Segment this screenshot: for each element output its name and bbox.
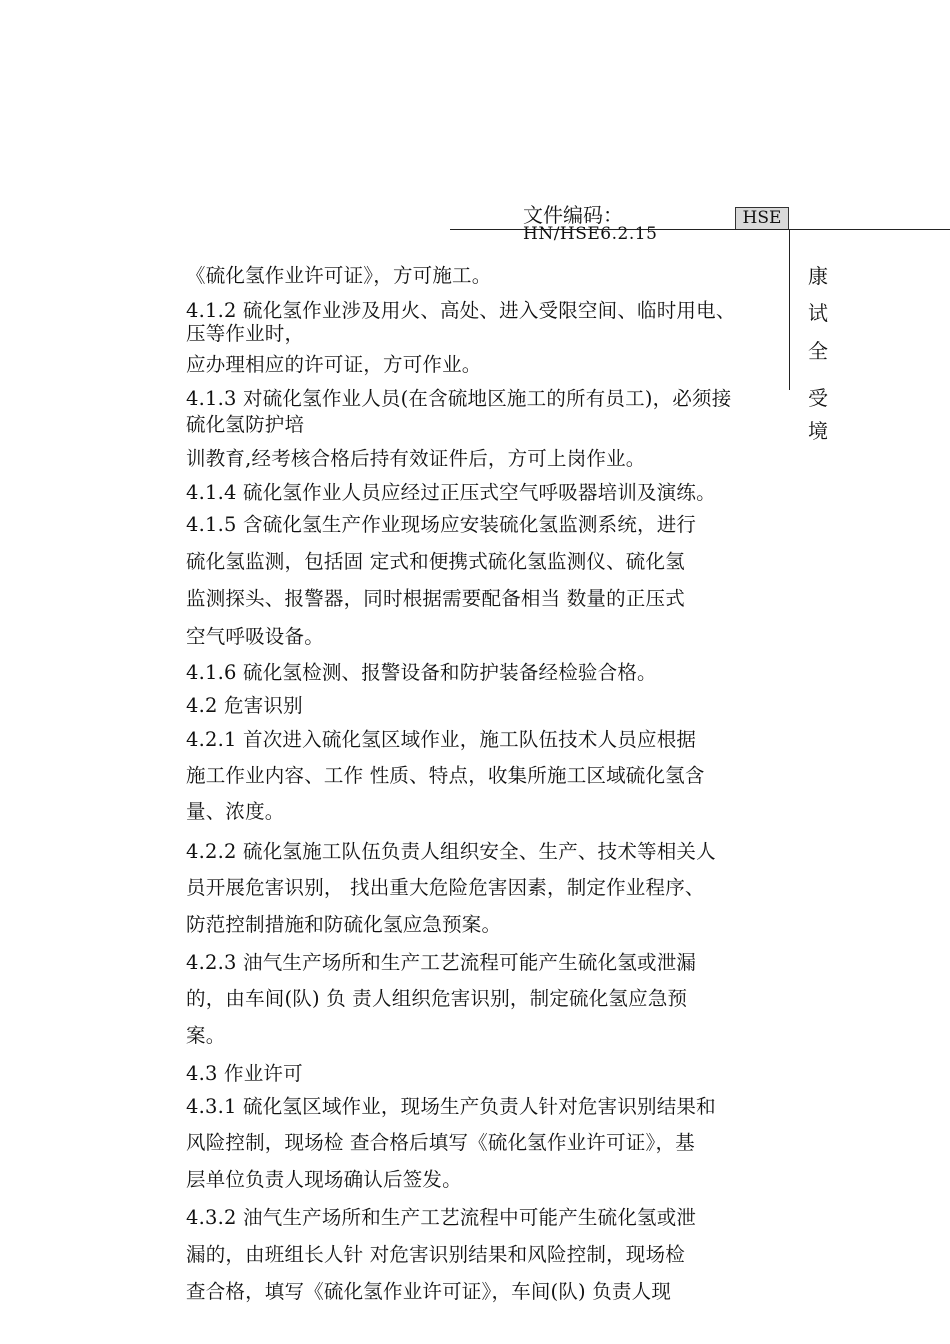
body-line: 漏的，由班组长人针 对危害识别结果和风险控制，现场检 <box>186 1243 685 1266</box>
body-line: 4.2 危害识别 <box>186 694 303 717</box>
body-line: 训教育,经考核合格后持有效证件后，方可上岗作业。 <box>186 447 646 470</box>
side-char: 试 <box>808 301 828 325</box>
body-line: 硫化氢监测，包括固 定式和便携式硫化氢监测仪、硫化氢 <box>186 550 685 573</box>
body-line: 压等作业时， <box>186 322 305 345</box>
body-line: 施工作业内容、工作 性质、特点，收集所施工区域硫化氢含 <box>186 764 705 787</box>
body-line: 风险控制，现场检 查合格后填写《硫化氢作业许可证》，基 <box>186 1131 695 1154</box>
body-line: 查合格，填写《硫化氢作业许可证》，车间(队) 负责人现 <box>186 1280 672 1303</box>
body-line: 的，由车间(队) 负 责人组织危害识别，制定硫化氢应急预 <box>186 987 688 1010</box>
header-rule <box>450 229 950 230</box>
body-line: 案。 <box>186 1024 226 1047</box>
body-line: 应办理相应的许可证，方可作业。 <box>186 353 482 376</box>
body-line: 监测探头、报警器，同时根据需要配备相当 数量的正压式 <box>186 587 685 610</box>
body-line: 4.1.3 对硫化氢作业人员(在含硫地区施工的所有员工)，必须接 <box>186 387 732 410</box>
body-line: 员开展危害识别， 找出重大危险危害因素，制定作业程序、 <box>186 876 705 899</box>
document-code: HN/HSE6.2.15 <box>523 224 658 244</box>
body-line: 4.3 作业许可 <box>186 1062 303 1085</box>
side-char: 全 <box>808 339 828 363</box>
body-line: 4.1.6 硫化氢检测、报警设备和防护装备经检验合格。 <box>186 661 657 684</box>
header-label: 文件编码： <box>523 203 623 227</box>
body-line: 4.1.5 含硫化氢生产作业现场应安装硫化氢监测系统，进行 <box>186 513 697 536</box>
side-char: 受 <box>808 386 828 410</box>
side-char: 康 <box>808 264 828 288</box>
body-line: 量、浓度。 <box>186 800 285 823</box>
body-line: 4.1.2 硫化氢作业涉及用火、高处、进入受限空间、临时用电、 <box>186 299 736 322</box>
body-line: 防范控制措施和防硫化氢应急预案。 <box>186 913 502 936</box>
hse-box: HSE <box>735 207 789 230</box>
body-line: 《硫化氢作业许可证》，方可施工。 <box>186 264 492 287</box>
body-line: 层单位负责人现场确认后签发。 <box>186 1168 462 1191</box>
body-line: 4.2.1 首次进入硫化氢区域作业，施工队伍技术人员应根据 <box>186 728 697 751</box>
body-line: 4.1.4 硫化氢作业人员应经过正压式空气呼吸器培训及演练。 <box>186 481 716 504</box>
body-line: 空气呼吸设备。 <box>186 625 324 648</box>
vertical-rule <box>789 229 790 390</box>
side-char: 境 <box>808 419 828 443</box>
body-line: 4.3.1 硫化氢区域作业，现场生产负责人针对危害识别结果和 <box>186 1095 716 1118</box>
body-line: 4.3.2 油气生产场所和生产工艺流程中可能产生硫化氢或泄 <box>186 1206 697 1229</box>
body-line: 4.2.3 油气生产场所和生产工艺流程可能产生硫化氢或泄漏 <box>186 951 697 974</box>
body-line: 硫化氢防护培 <box>186 413 305 436</box>
body-line: 4.2.2 硫化氢施工队伍负责人组织安全、生产、技术等相关人 <box>186 840 716 863</box>
